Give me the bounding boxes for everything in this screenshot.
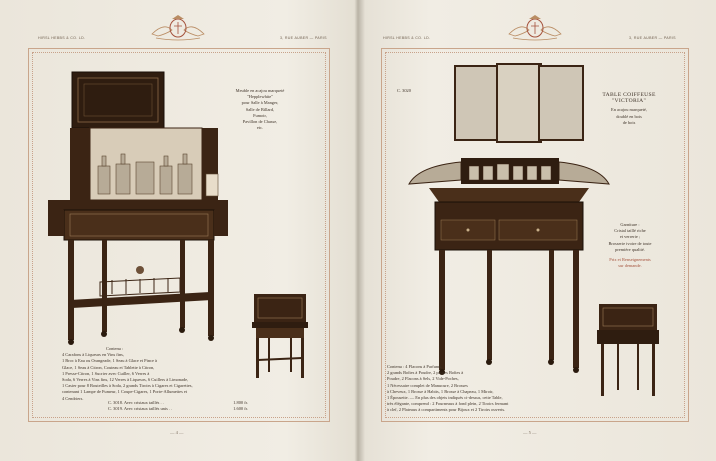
royal-crest-icon	[507, 12, 563, 42]
right-header-left: HIRSL HEBBS & CO. LD.	[383, 36, 431, 40]
right-title-line2: "VICTORIA"	[611, 98, 647, 105]
left-folio: — 4 —	[170, 430, 184, 435]
closed-cabinet-illustration	[248, 290, 314, 380]
right-title-block: TABLE COIFFEUSE "VICTORIA" En acajou marqueté, doublé en bois de bois	[589, 92, 669, 126]
royal-crest-icon	[150, 12, 206, 42]
right-contents-block: Contenu : 4 Flacons à Parfums, 2 grands Boîtes à Poudre, 2 petites Boîtes à Poudre, 2 Flacons à Sels, 2 Vide-Poches, 1 Nécessaire complet de Manucure, 2 Brosses à Cheveux, 1 Brosse à Habits, 1 Brosse à Chapeau, 1 Miroir, 1 Épousette. — En plus des objets indiqués ci-dessus, cette Table, très élégante, comprend : 2 Fourneaux à fond plein, 2 Tiroirs fermant à clef, 2 Plateaux à compartiments pour Bijoux et 2 Tiroirs ouverts.	[387, 364, 509, 413]
price-row-3019: C. 3019. Avec cristaux taillés unis . . 1.600 fr.	[108, 406, 248, 412]
left-caption-top: Meuble en acajou marqueté "Hepplewhite" pour Salle à Manger, Salle de Billard, Fumoir, Pavillon de Chasse, etc.	[235, 88, 285, 131]
left-page	[0, 0, 357, 461]
price-row-3018: C. 3018. Avec cristaux taillés . . 1.800 fr.	[108, 400, 248, 405]
left-contents-title: Contenu :	[106, 346, 124, 351]
left-contents-block: Contenu : 4 Carafons à Liqueurs en Vins fins, 1 Broc à Eau ou Orangeade, 1 Seau à Glace et Pince à Glace, 1 Seau à Citron, Couteau et Tablette à Citron, 1 Presse-Citron, 1 Sucrier avec Cuiller, 6 Verres à Soda, 6 Verres à Vins fins, 12 Verres à Liqueurs, 6 Cuillers à Limonade, 1 Casier pour 8 Bouteilles à Soda, 2 grands Tiroirs à Cigares et Cigarettes, contenant 1 Lampe de Fumeur, 1 Coupe-Cigares, 1 Porte-Allumettes et 4 Cendriers.	[62, 346, 248, 402]
right-title-line1: TABLE COIFFEUSE	[602, 92, 656, 98]
left-header-right: 3, RUE AUBER — PARIS	[280, 36, 327, 40]
left-price-list	[108, 400, 248, 412]
right-folio: — 5 —	[523, 430, 537, 435]
right-header-right: 3, RUE AUBER — PARIS	[629, 36, 676, 40]
right-page	[359, 0, 716, 461]
closed-dressing-table-illustration	[595, 300, 661, 400]
left-header-left: HIRSL HEBBS & CO. LD.	[38, 36, 86, 40]
victoria-dressing-table-illustration	[399, 62, 619, 380]
right-garniture-block: Garniture : Cristal taillé riche et verrerie ; Brosserie ivoire de toute première qualité. Prix et Renseignements sur demande.	[608, 222, 652, 269]
right-ref-number: C. 3020	[397, 88, 411, 93]
hepplewhite-cabinet-illustration	[40, 70, 250, 350]
